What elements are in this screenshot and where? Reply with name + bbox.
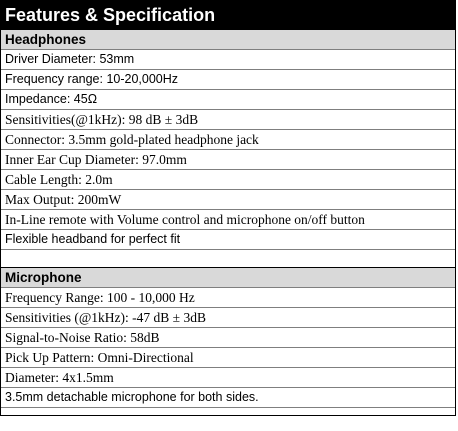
table-title: Features & Specification [1,1,455,29]
spec-row: Frequency Range: 100 - 10,000 Hz [1,287,455,307]
spec-row: Sensitivities(@1kHz): 98 dB ± 3dB [1,109,455,129]
spec-row: In-Line remote with Volume control and microphone on/off button [1,209,455,229]
spec-row: Driver Diameter: 53mm [1,49,455,69]
spec-row: Impedance: 45Ω [1,89,455,109]
spec-row: Inner Ear Cup Diameter: 97.0mm [1,149,455,169]
spec-row: Connector: 3.5mm gold-plated headphone jack [1,129,455,149]
spec-row: Sensitivities (@1kHz): -47 dB ± 3dB [1,307,455,327]
headphones-rows [1,49,455,249]
spec-row: Diameter: 4x1.5mm [1,367,455,387]
spec-row: 3.5mm detachable microphone for both sides. [1,387,455,407]
spec-row: Frequency range: 10-20,000Hz [1,69,455,89]
section-heading-microphone: Microphone [1,267,455,287]
spec-row: Max Output: 200mW [1,189,455,209]
microphone-rows [1,287,455,407]
spec-row: Signal-to-Noise Ratio: 58dB [1,327,455,347]
spec-row: Flexible headband for perfect fit [1,229,455,249]
spec-row: Cable Length: 2.0m [1,169,455,189]
blank-row [1,249,455,267]
spec-row: Pick Up Pattern: Omni-Directional [1,347,455,367]
blank-row [1,407,455,415]
section-heading-headphones: Headphones [1,29,455,49]
